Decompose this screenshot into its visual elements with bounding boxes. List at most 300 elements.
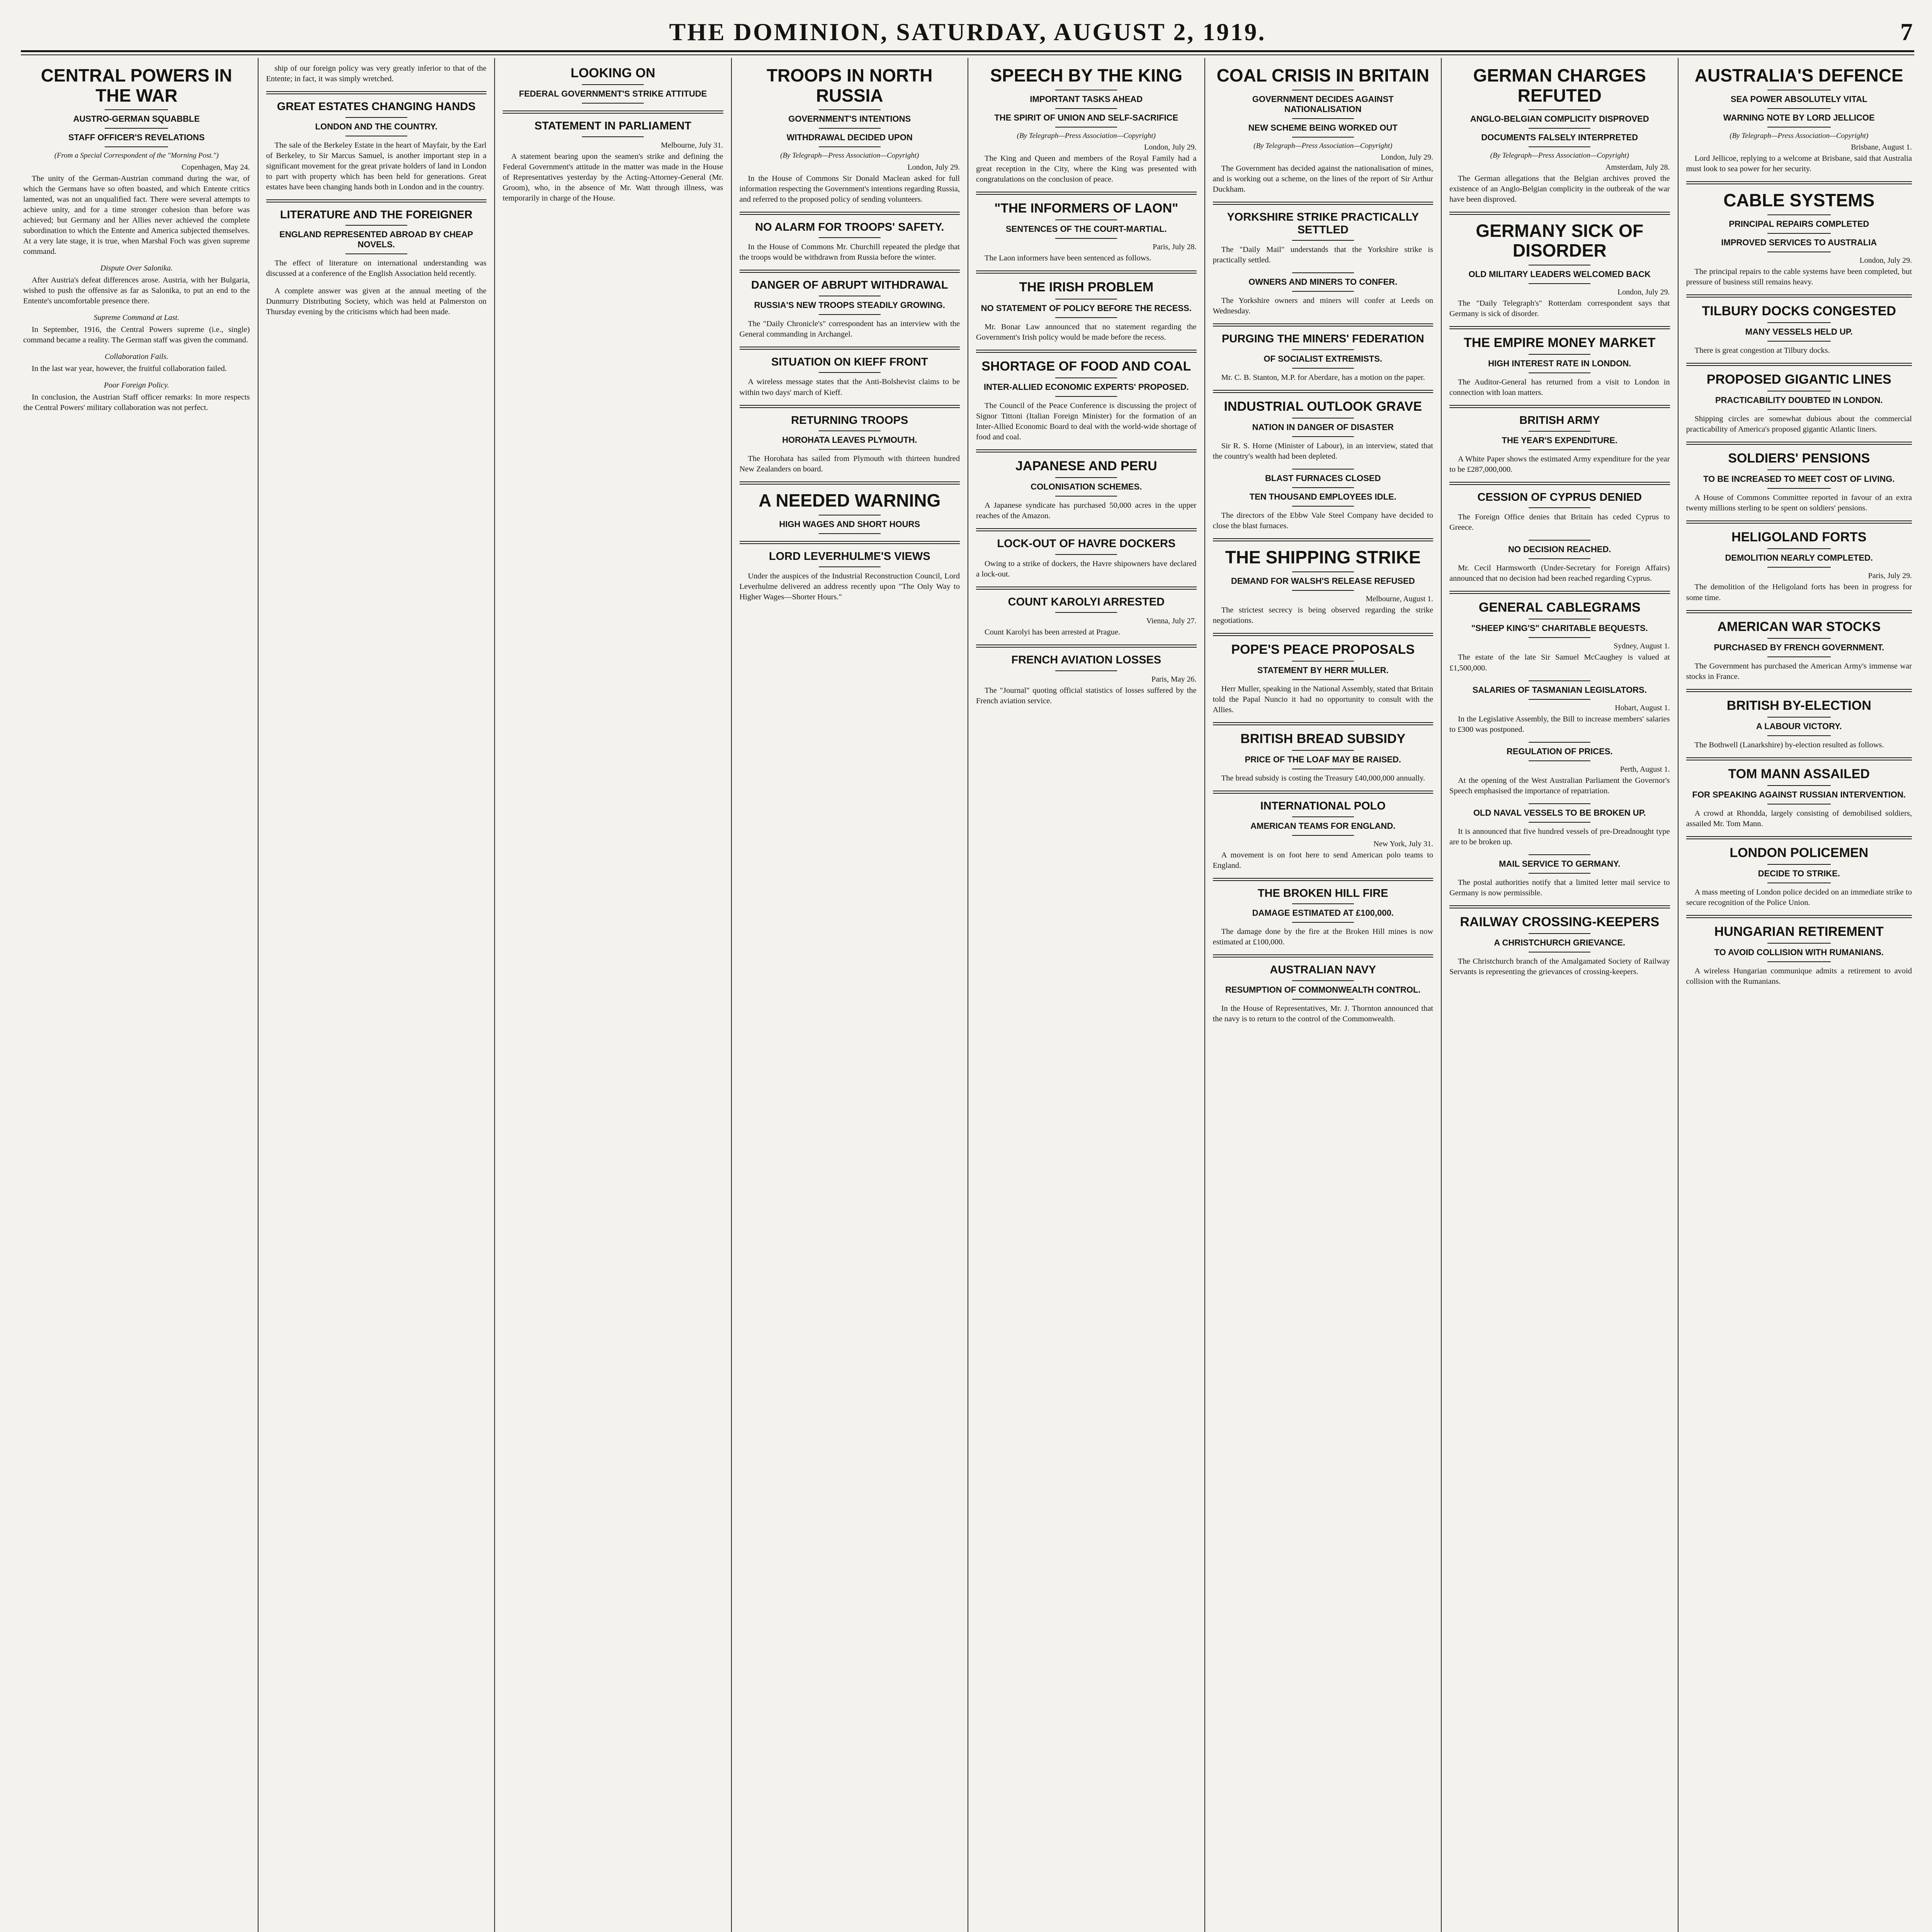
body-paragraph: Mr. Cecil Harmsworth (Under-Secretary for Foreign Affairs) announced that no decision had been reached regarding Cyprus.	[1449, 564, 1670, 583]
article	[1686, 520, 1912, 603]
double-rule	[1686, 181, 1912, 182]
double-rule	[1449, 591, 1670, 592]
headline: "THE INFORMERS OF LAON"	[994, 201, 1179, 216]
double-rule	[740, 349, 960, 350]
body-paragraph: A complete answer was given at the annual meeting of the Dunmurry Distributing Society, which was held at Palmerston on Thursday evening by the criticisms which had been made.	[266, 287, 486, 316]
dateline: Perth, August 1.	[1620, 765, 1670, 774]
column-4	[731, 58, 968, 1932]
body-paragraph: There is great congestion at Tilbury docks.	[1694, 346, 1830, 355]
dateline: London, July 29.	[1144, 143, 1197, 152]
headline: DANGER OF ABRUPT WITHDRAWAL	[751, 279, 948, 292]
subheadline: FOR SPEAKING AGAINST RUSSIAN INTERVENTION.	[1692, 789, 1906, 799]
short-rule	[819, 372, 881, 373]
subheadline: RESUMPTION OF COMMONWEALTH CONTROL.	[1225, 985, 1421, 995]
double-rule	[1686, 691, 1912, 692]
short-rule	[819, 533, 881, 534]
short-rule	[1055, 317, 1117, 318]
section-subhead: Poor Foreign Policy.	[104, 381, 169, 390]
wire-credit: (By Telegraph—Press Association—Copyright)	[1490, 151, 1629, 160]
headline: SPEECH BY THE KING	[990, 65, 1183, 85]
short-rule	[819, 146, 881, 147]
body-paragraph: Count Karolyi has been arrested at Prague.	[985, 628, 1121, 637]
short-rule	[1292, 118, 1354, 119]
body-paragraph: The Christchurch branch of the Amalgamated Society of Railway Servants is representing the grievances of crossing-keepers.	[1449, 957, 1670, 976]
headline: FRENCH AVIATION LOSSES	[1011, 654, 1162, 667]
short-rule	[345, 253, 407, 254]
double-rule	[1213, 204, 1434, 205]
headline: RAILWAY CROSSING-KEEPERS	[1460, 914, 1660, 929]
section-subhead: Dispute Over Salonika.	[100, 264, 173, 273]
double-rule	[976, 194, 1197, 195]
headline: NO ALARM FOR TROOPS' SAFETY.	[755, 221, 944, 233]
double-rule	[1686, 612, 1912, 613]
subheadline: "SHEEP KING'S" CHARITABLE BEQUESTS.	[1471, 623, 1648, 633]
dateline: Melbourne, July 31.	[661, 141, 723, 150]
article	[740, 212, 960, 263]
headline: TILBURY DOCKS CONGESTED	[1702, 303, 1896, 318]
body-paragraph: The demolition of the Heligoland forts has been in progress for some time.	[1686, 583, 1912, 602]
double-rule	[1686, 757, 1912, 758]
subheadline: DOCUMENTS FALSELY INTERPRETED	[1481, 133, 1638, 143]
double-rule	[1213, 633, 1434, 634]
subheadline: IMPROVED SERVICES TO AUSTRALIA	[1721, 237, 1877, 247]
subheadline: OWNERS AND MINERS TO CONFER.	[1248, 277, 1398, 287]
headline: LONDON POLICEMEN	[1730, 845, 1869, 861]
short-rule	[1529, 449, 1590, 450]
page-number: 7	[1900, 18, 1913, 46]
article	[266, 199, 487, 279]
subheadline: A LABOUR VICTORY.	[1756, 721, 1842, 731]
article	[1449, 803, 1670, 847]
double-rule	[1449, 405, 1670, 406]
body-paragraph: A wireless message states that the Anti-Bolshevist claims to be within two days' march of Kieff.	[739, 378, 960, 397]
body-paragraph: A Japanese syndicate has purchased 50,000 acres in the upper reaches of the Amazon.	[976, 501, 1197, 520]
dateline: Paris, May 26.	[1151, 675, 1197, 684]
article	[266, 63, 487, 84]
short-rule	[1767, 567, 1831, 568]
short-rule	[1292, 571, 1354, 572]
subheadline: ANGLO-BELGIAN COMPLICITY DISPROVED	[1470, 114, 1649, 124]
headline: GERMANY SICK OF DISORDER	[1476, 220, 1644, 261]
subheadline: HIGH WAGES AND SHORT HOURS	[779, 519, 920, 529]
short-rule	[1767, 717, 1831, 718]
short-rule	[1529, 854, 1590, 855]
subheadline: INTER-ALLIED ECONOMIC EXPERTS' PROPOSED.	[983, 382, 1189, 392]
headline: THE BROKEN HILL FIRE	[1257, 887, 1388, 900]
body-paragraph: The postal authorities notify that a limited letter mail service to Germany is now permissible.	[1449, 878, 1670, 897]
body-paragraph: The "Daily Chronicle's" correspondent has an interview with the General commanding in Archangel.	[739, 319, 960, 338]
headline: LITERATURE AND THE FOREIGNER	[280, 208, 473, 221]
double-rule	[1686, 444, 1912, 445]
article	[1213, 272, 1434, 316]
double-rule	[1686, 520, 1912, 521]
headline: BRITISH BREAD SUBSIDY	[1240, 731, 1406, 747]
body-paragraph: The Auditor-General has returned from a visit to London in connection with loan matters.	[1449, 378, 1670, 397]
body-paragraph: The Yorkshire owners and miners will confer at Leeds on Wednesday.	[1213, 296, 1433, 316]
short-rule	[1292, 368, 1354, 369]
headline: COAL CRISIS IN BRITAIN	[1216, 65, 1429, 85]
short-rule	[1292, 750, 1354, 751]
short-rule	[1529, 637, 1590, 638]
subheadline: PURCHASED BY FRENCH GOVERNMENT.	[1714, 642, 1884, 652]
double-rule	[740, 481, 960, 482]
article	[1213, 469, 1434, 531]
short-rule	[1055, 219, 1117, 220]
body-paragraph: The damage done by the fire at the Broken Hill mines is now estimated at £100,000.	[1213, 927, 1433, 947]
subheadline: MANY VESSELS HELD UP.	[1745, 327, 1853, 337]
headline: CESSION OF CYPRUS DENIED	[1477, 491, 1642, 503]
double-rule	[1213, 538, 1434, 539]
subheadline: WITHDRAWAL DECIDED UPON	[786, 133, 913, 143]
short-rule	[1292, 999, 1354, 1000]
short-rule	[1767, 735, 1831, 736]
article	[1449, 854, 1670, 898]
article	[1686, 689, 1912, 750]
headline: INTERNATIONAL POLO	[1260, 800, 1386, 813]
dateline: Paris, July 28.	[1153, 243, 1197, 252]
body-paragraph: In September, 1916, the Central Powers supreme (i.e., single) command became a reality. The German staff was given the command.	[23, 325, 250, 345]
body-paragraph: The Laon informers have been sentenced as follows.	[985, 254, 1151, 263]
short-rule	[1767, 409, 1831, 410]
short-rule	[1529, 680, 1590, 681]
article	[1686, 294, 1912, 356]
short-rule	[1767, 233, 1831, 234]
column-2	[258, 58, 495, 1932]
short-rule	[819, 237, 881, 238]
headline: THE SHIPPING STRIKE	[1225, 547, 1421, 568]
body-paragraph: The King and Queen and members of the Royal Family had a great reception in the City, where the King was presented with congratulations on the conclusion of peace.	[976, 154, 1197, 184]
double-rule	[740, 272, 960, 273]
body-paragraph: Sir R. S. Horne (Minister of Labour), in an interview, stated that the country's wealth had been depleted.	[1213, 442, 1433, 461]
dateline: London, July 29.	[907, 163, 960, 172]
double-rule	[1213, 880, 1434, 881]
short-rule	[1529, 803, 1590, 804]
short-rule	[1292, 922, 1354, 923]
double-rule	[1449, 212, 1670, 213]
dateline: Hobart, August 1.	[1615, 703, 1670, 712]
short-rule	[1055, 496, 1117, 497]
masthead-rule	[21, 54, 1914, 55]
body-paragraph: The principal repairs to the cable systems have been completed, but pressure of business still remains heavy.	[1686, 267, 1912, 286]
article	[1213, 791, 1434, 871]
double-rule	[740, 405, 960, 406]
body-paragraph: The "Journal" quoting official statistics of losses suffered by the French aviation service.	[976, 686, 1197, 705]
headline: THE EMPIRE MONEY MARKET	[1464, 335, 1656, 350]
wire-credit: (By Telegraph—Press Association—Copyright)	[1730, 131, 1869, 140]
headline: TOM MANN ASSAILED	[1728, 766, 1870, 781]
short-rule	[1292, 436, 1354, 437]
double-rule	[1449, 407, 1670, 408]
article	[976, 66, 1197, 185]
headline: THE IRISH PROBLEM	[1019, 280, 1154, 295]
double-rule	[1213, 793, 1434, 794]
double-rule	[740, 484, 960, 485]
subheadline: DECIDE TO STRIKE.	[1758, 869, 1840, 879]
short-rule	[345, 117, 407, 118]
article	[1449, 905, 1670, 977]
short-rule	[1529, 558, 1590, 559]
body-paragraph: The effect of literature on international understanding was discussed at a conference of the English Association held recently.	[266, 259, 486, 278]
body-paragraph: In the House of Representatives, Mr. J. Thornton announced that the navy is to return to the control of the Commonwealth.	[1213, 1004, 1433, 1023]
double-rule	[1213, 392, 1434, 393]
short-rule	[1529, 109, 1590, 110]
body-paragraph: The strictest secrecy is being observed regarding the strike negotiations.	[1213, 605, 1433, 625]
double-rule	[740, 407, 960, 408]
subheadline: A CHRISTCHURCH GRIEVANCE.	[1494, 938, 1626, 947]
body-paragraph: The directors of the Ebbw Vale Steel Company have decided to close the blast furnaces.	[1213, 511, 1433, 531]
body-paragraph: The Foreign Office denies that Britain has ceded Cyprus to Greece.	[1449, 513, 1670, 532]
double-rule	[976, 273, 1197, 274]
subheadline: GOVERNMENT'S INTENTIONS	[788, 114, 911, 124]
headline: LOOKING ON	[570, 66, 655, 80]
body-paragraph: Under the auspices of the Industrial Reconstruction Council, Lord Leverhulme delivered an address recently upon "The Only Way to Higher Wages—Shorter Hours."	[739, 572, 960, 602]
double-rule	[1449, 593, 1670, 594]
short-rule	[1529, 431, 1590, 432]
double-rule	[1213, 326, 1434, 327]
short-rule	[819, 109, 881, 110]
short-rule	[1529, 354, 1590, 355]
short-rule	[1055, 477, 1117, 478]
body-paragraph: It is announced that five hundred vessels of pre-Dreadnought type are to be broken up.	[1449, 827, 1670, 846]
short-rule	[1055, 670, 1117, 671]
short-rule	[1529, 742, 1590, 743]
double-rule	[1686, 294, 1912, 295]
double-rule	[1449, 482, 1670, 483]
article	[1686, 442, 1912, 514]
article	[1213, 722, 1434, 784]
short-rule	[819, 430, 881, 431]
subheadline: DEMOLITION NEARLY COMPLETED.	[1725, 553, 1873, 563]
subheadline: LONDON AND THE COUNTRY.	[315, 121, 437, 131]
double-rule	[1686, 838, 1912, 839]
body-paragraph: The Government has decided against the nationalisation of mines, and is working out a scheme, on the lines of the report of Sir Arthur Duckham.	[1213, 164, 1433, 194]
short-rule	[1292, 506, 1354, 507]
headline: YORKSHIRE STRIKE PRACTICALLY SETTLED	[1227, 211, 1419, 236]
short-rule	[1529, 760, 1590, 761]
double-rule	[976, 270, 1197, 271]
body-paragraph: A mass meeting of London police decided on an immediate strike to secure recognition of the Police Union.	[1686, 888, 1912, 907]
short-rule	[1767, 961, 1831, 962]
headline: STATEMENT IN PARLIAMENT	[534, 120, 692, 133]
body-paragraph: The sale of the Berkeley Estate in the heart of Mayfair, by the Earl of Berkeley, to Sir Marcus Samuel, is another important step in a significant movement for the great private holders of land in London to part with property which has been held for generations. Great estates have been changing hands both in London and in the country.	[266, 141, 486, 191]
headline: AUSTRALIA'S DEFENCE	[1694, 65, 1903, 85]
article	[976, 350, 1197, 442]
double-rule	[503, 113, 723, 114]
headline: INDUSTRIAL OUTLOOK GRAVE	[1224, 399, 1422, 414]
article	[23, 381, 250, 413]
dateline: Sydney, August 1.	[1614, 642, 1670, 651]
short-rule	[1292, 590, 1354, 591]
double-rule	[1686, 363, 1912, 364]
body-paragraph: Herr Muller, speaking in the National Assembly, stated that Britain told the Papal Nuncio it had no opportunity to consult with the Allies.	[1213, 684, 1433, 714]
article	[1449, 540, 1670, 584]
dateline: Copenhagen, May 24.	[181, 163, 250, 172]
short-rule	[1055, 127, 1117, 128]
short-rule	[819, 449, 881, 450]
article	[1449, 742, 1670, 796]
subheadline: NATION IN DANGER OF DISASTER	[1252, 422, 1394, 432]
double-rule	[1686, 917, 1912, 918]
dateline: London, July 29.	[1617, 287, 1670, 296]
short-rule	[1529, 873, 1590, 874]
article	[503, 111, 723, 204]
body-paragraph: After Austria's defeat differences arose. Austria, with her Bulgaria, wished to push the offensive as far as Salonika, to put an end to the Entente's uncomfortable presence there.	[23, 276, 250, 306]
subheadline: SEA POWER ABSOLUTELY VITAL	[1730, 94, 1867, 104]
subheadline: STAFF OFFICER'S REVELATIONS	[68, 133, 205, 143]
subheadline: HIGH INTEREST RATE IN LONDON.	[1488, 359, 1631, 369]
subheadline: AMERICAN TEAMS FOR ENGLAND.	[1250, 821, 1396, 831]
short-rule	[1292, 661, 1354, 662]
wire-credit: (From a Special Correspondent of the "Morning Post.")	[54, 151, 219, 160]
headline: GENERAL CABLEGRAMS	[1478, 600, 1641, 615]
dateline: Amsterdam, July 28.	[1605, 163, 1670, 172]
body-paragraph: The Council of the Peace Conference is discussing the project of Signor Tittoni (Italian Foreign Minister) for the formation of an Inter-Allied Economic Board to deal with the world-wide shortage of food and coal.	[976, 401, 1197, 441]
wire-credit: (By Telegraph—Press Association—Copyright)	[1017, 131, 1156, 140]
short-rule	[1767, 108, 1831, 109]
headline: SOLDIERS' PENSIONS	[1728, 451, 1870, 466]
double-rule	[976, 528, 1197, 529]
double-rule	[740, 212, 960, 213]
column-7	[1441, 58, 1678, 1932]
short-rule	[1292, 240, 1354, 241]
article	[1686, 363, 1912, 435]
article	[266, 91, 487, 192]
subheadline: GOVERNMENT DECIDES AGAINST NATIONALISATION	[1252, 94, 1394, 114]
dateline: New York, July 31.	[1373, 839, 1433, 848]
subheadline: TO BE INCREASED TO MEET COST OF LIVING.	[1703, 474, 1895, 484]
body-paragraph: In the Legislative Assembly, the Bill to increase members' salaries to £300 was postponed.	[1449, 714, 1670, 734]
article	[976, 270, 1197, 342]
double-rule	[740, 214, 960, 215]
article	[740, 481, 960, 534]
short-rule	[1055, 554, 1117, 555]
subheadline: STATEMENT BY HERR MULLER.	[1257, 665, 1389, 675]
double-rule	[976, 589, 1197, 590]
subheadline: COLONISATION SCHEMES.	[1031, 481, 1142, 492]
article	[23, 313, 250, 345]
section-subhead: Supreme Command at Last.	[94, 313, 179, 322]
body-paragraph: A statement bearing upon the seamen's strike and defining the Federal Government's attitude in the matter was made in the House of Representatives yesterday by the Acting-Attorney-General (Mr. Groom), who, in the absence of Mr. Watt through illness, was temporarily in charge of the House.	[503, 152, 723, 202]
body-paragraph: A crowd at Rhondda, largely consisting of demobilised soldiers, assailed Mr. Tom Mann.	[1686, 809, 1912, 828]
column-6	[1204, 58, 1441, 1932]
article	[1213, 202, 1434, 265]
body-paragraph: In conclusion, the Austrian Staff officer remarks: In more respects the Central Powers' military collaboration was not perfect.	[23, 393, 250, 412]
double-rule	[976, 647, 1197, 648]
headline: TROOPS IN NORTH RUSSIA	[767, 65, 933, 105]
double-rule	[1686, 610, 1912, 611]
article	[1686, 915, 1912, 987]
short-rule	[1055, 396, 1117, 397]
double-rule	[1213, 635, 1434, 636]
headline: JAPANESE AND PERU	[1015, 458, 1157, 473]
article	[23, 352, 250, 374]
headline: A NEEDED WARNING	[759, 490, 941, 511]
short-rule	[105, 146, 168, 147]
body-paragraph: Shipping circles are somewhat dubious about the commercial practicability of America's proposed gigantic Atlantic liners.	[1686, 415, 1912, 434]
headline: SITUATION ON KIEFF FRONT	[771, 355, 928, 368]
body-paragraph: The Government has purchased the American Army's immense war stocks in France.	[1686, 662, 1912, 681]
article	[1686, 757, 1912, 829]
short-rule	[1292, 291, 1354, 292]
article	[1449, 591, 1670, 673]
short-rule	[1292, 816, 1354, 817]
short-rule	[1767, 127, 1831, 128]
double-rule	[1213, 878, 1434, 879]
article	[1686, 610, 1912, 682]
short-rule	[1767, 322, 1831, 323]
subheadline: SENTENCES OF THE COURT-MARTIAL.	[1005, 224, 1167, 234]
short-rule	[1529, 146, 1590, 147]
headline: LOCK-OUT OF HAVRE DOCKERS	[997, 537, 1176, 550]
short-rule	[582, 136, 644, 137]
article	[1213, 633, 1434, 715]
headline: CENTRAL POWERS IN THE WAR	[41, 65, 232, 105]
article	[1449, 212, 1670, 319]
double-rule	[266, 91, 487, 92]
body-paragraph: A movement is on foot here to send American polo teams to England.	[1213, 850, 1433, 870]
short-rule	[1767, 785, 1831, 786]
headline: BRITISH BY-ELECTION	[1726, 698, 1871, 713]
double-rule	[1686, 365, 1912, 366]
headline: HELIGOLAND FORTS	[1731, 530, 1867, 545]
short-rule	[1529, 128, 1590, 129]
double-rule	[1213, 323, 1434, 324]
body-paragraph: The unity of the German-Austrian command during the war, of which the Germans have so often boasted, and which Entente critics lamented, was not an unqualified fact. There were several attempts to achieve unity, and for a time stronger cohesion than before was achieved; but Germany and her Allies never achieved the complete subordination to which the Entente and America subjected themselves. At a very late stage, it is true, when Marshal Foch was given supreme command.	[23, 174, 250, 256]
short-rule	[1055, 108, 1117, 109]
columns-container	[21, 58, 1914, 1932]
short-rule	[1292, 903, 1354, 904]
short-rule	[1767, 638, 1831, 639]
wire-credit: (By Telegraph—Press Association—Copyright)	[780, 151, 919, 160]
short-rule	[1767, 656, 1831, 657]
double-rule	[266, 199, 487, 200]
short-rule	[1292, 137, 1354, 138]
article	[1213, 66, 1434, 195]
double-rule	[976, 352, 1197, 353]
body-paragraph: A White Paper shows the estimated Army expenditure for the year to be £287,000,000.	[1449, 454, 1670, 474]
article	[1686, 181, 1912, 287]
short-rule	[1292, 835, 1354, 836]
short-rule	[1292, 679, 1354, 680]
headline: SHORTAGE OF FOOD AND COAL	[981, 359, 1191, 374]
double-rule	[1686, 523, 1912, 524]
body-paragraph: At the opening of the West Australian Parliament the Governor's Speech emphasised the importance of repatriation.	[1449, 776, 1670, 795]
dateline: Melbourne, August 1.	[1366, 594, 1433, 603]
short-rule	[1767, 341, 1831, 342]
subheadline: AUSTRO-GERMAN SQUABBLE	[73, 114, 200, 124]
article	[1213, 878, 1434, 948]
article	[1449, 66, 1670, 205]
double-rule	[1449, 214, 1670, 215]
headline: AUSTRALIAN NAVY	[1270, 964, 1376, 976]
double-rule	[1213, 954, 1434, 955]
double-rule	[1686, 297, 1912, 298]
article	[1449, 405, 1670, 475]
subheadline: DEMAND FOR WALSH'S RELEASE REFUSED	[1231, 576, 1415, 586]
article	[1213, 538, 1434, 626]
headline: LORD LEVERHULME'S VIEWS	[769, 550, 930, 563]
subheadline: TO AVOID COLLISION WITH RUMANIANS.	[1714, 947, 1884, 957]
short-rule	[1292, 980, 1354, 981]
article	[1686, 66, 1912, 174]
masthead	[21, 13, 1914, 52]
body-paragraph: A wireless Hungarian communique admits a retirement to avoid collision with the Rumanians.	[1686, 967, 1912, 986]
body-paragraph: The bread subsidy is costing the Treasury £40,000,000 annually.	[1221, 774, 1425, 783]
double-rule	[1686, 915, 1912, 916]
article	[1449, 680, 1670, 735]
article	[23, 264, 250, 306]
section-subhead: Collaboration Fails.	[105, 352, 168, 361]
